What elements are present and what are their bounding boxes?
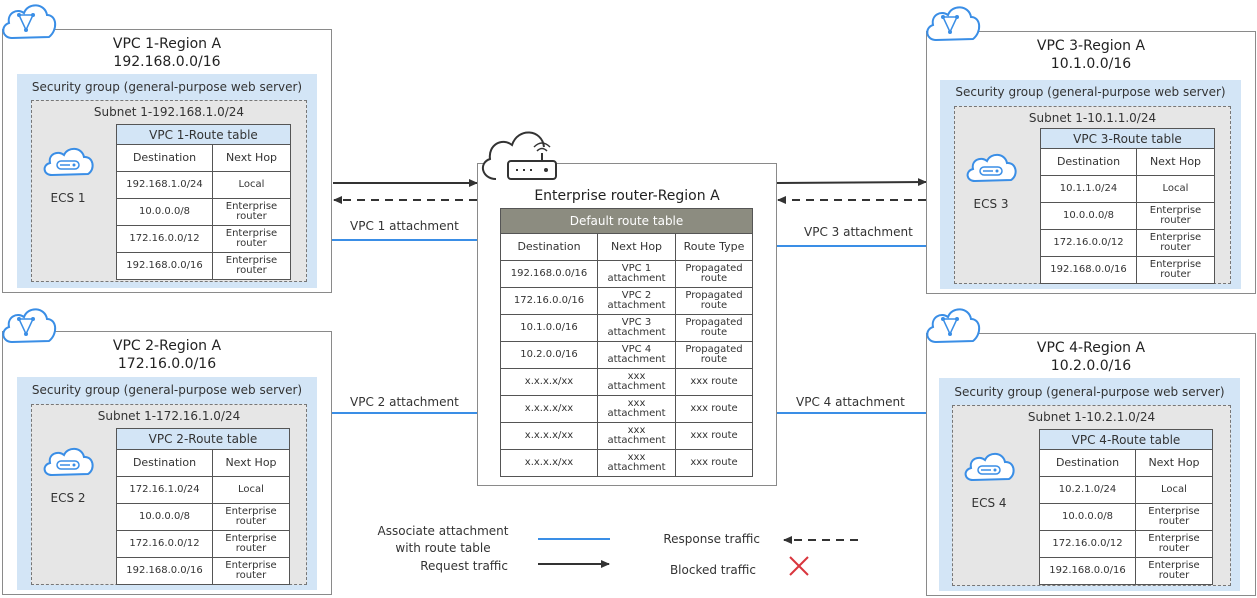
table-row [501,342,753,369]
er-default-route-table [500,208,753,477]
table-row [1041,203,1215,230]
legend-associate-text [370,523,516,557]
table-row [501,369,753,396]
vpc1-ecs-label: ECS 1 [50,191,86,205]
vpc4-route-table [1039,429,1213,585]
vpc4-col-destination: Destination [1040,450,1136,477]
er-col-route-type: Route Type [676,234,753,261]
legend-associate-line1: Associate attachment [377,524,509,538]
er-row5-dest: x.x.x.x/xx [501,369,598,396]
table-row [117,558,290,585]
table-row [1041,176,1215,203]
table-row [117,253,291,280]
table-row [117,199,291,226]
er-col-destination: Destination [501,234,598,261]
vpc4-rt-title: VPC 4-Route table [1040,430,1213,450]
vpc3-row1-hop: Local [1137,176,1215,203]
vpc4-row2-hop: Enterprise router [1136,504,1213,531]
er-row4-dest: 10.2.0.0/16 [501,342,598,369]
legend-blocked-icon [790,557,808,575]
legend-request-text: Request traffic [420,559,508,573]
vpc1-col-destination: Destination [117,145,213,172]
vpc1-row3-hop: Enterprise router [213,226,291,253]
vpc2-sg-label: Security group (general-purpose web server) [31,383,303,397]
vpc3-col-destination: Destination [1041,149,1137,176]
vpc4-row4-hop: Enterprise router [1136,558,1213,585]
table-row [1041,230,1215,257]
vpc1-sg-label: Security group (general-purpose web server) [31,80,303,94]
vpc2-row1-hop: Local [213,477,290,504]
vpc2-row4-hop: Enterprise router [213,558,290,585]
table-row [501,396,753,423]
er-row2-dest: 172.16.0.0/16 [501,288,598,315]
table-row [1040,504,1213,531]
vpc2-row2-dest: 10.0.0.0/8 [117,504,213,531]
vpc2-route-table [116,428,290,585]
vpc4-row3-hop: Enterprise router [1136,531,1213,558]
vpc3-row2-dest: 10.0.0.0/8 [1041,203,1137,230]
er-row6-hop: xxx attachment [598,396,676,423]
vpc1-subnet-label: Subnet 1-192.168.1.0/24 [93,105,245,119]
er-row8-hop: xxx attachment [598,450,676,477]
legend-response-text: Response traffic [663,532,760,546]
er-title: Enterprise router-Region A [534,188,720,204]
er-row4-type: Propagated route [676,342,753,369]
vpc2-row1-dest: 172.16.1.0/24 [117,477,213,504]
vpc2-row4-dest: 192.168.0.0/16 [117,558,213,585]
vpc2-title: VPC 2-Region A [112,338,222,354]
vpc4-sg-label: Security group (general-purpose web server) [954,385,1225,399]
table-row [117,477,290,504]
er-row7-type: xxx route [676,423,753,450]
vpc2-col-next-hop: Next Hop [213,450,290,477]
vpc3-cloud-icon [924,2,980,46]
vpc3-attachment-label: VPC 3 attachment [804,225,913,239]
vpc4-title: VPC 4-Region A [1036,340,1146,356]
er-row8-dest: x.x.x.x/xx [501,450,598,477]
vpc4-ecs-icon [961,448,1017,488]
vpc1-attachment-label: VPC 1 attachment [350,219,459,233]
vpc2-ecs-icon [40,443,96,483]
er-row6-type: xxx route [676,396,753,423]
vpc2-attachment-label: VPC 2 attachment [350,395,459,409]
legend-associate-line2: with route table [395,541,491,555]
er-row7-dest: x.x.x.x/xx [501,423,598,450]
er-row3-type: Propagated route [676,315,753,342]
er-row1-dest: 192.168.0.0/16 [501,261,598,288]
vpc3-subnet-label: Subnet 1-10.1.1.0/24 [1028,111,1157,125]
vpc1-row4-hop: Enterprise router [213,253,291,280]
vpc1-row1-hop: Local [213,172,291,199]
table-row [501,423,753,450]
vpc3-ecs-icon [963,149,1019,189]
er-row6-dest: x.x.x.x/xx [501,396,598,423]
vpc1-col-next-hop: Next Hop [213,145,291,172]
vpc2-row3-hop: Enterprise router [213,531,290,558]
vpc3-row3-dest: 172.16.0.0/12 [1041,230,1137,257]
vpc3-title: VPC 3-Region A [1036,38,1146,54]
vpc3-cidr: 10.1.0.0/16 [1050,56,1132,72]
vpc4-row1-hop: Local [1136,477,1213,504]
vpc1-row2-hop: Enterprise router [213,199,291,226]
vpc2-row2-hop: Enterprise router [213,504,290,531]
er-col-next-hop: Next Hop [598,234,676,261]
er-row8-type: xxx route [676,450,753,477]
vpc1-row1-dest: 192.168.1.0/24 [117,172,213,199]
vpc2-rt-title: VPC 2-Route table [117,429,290,450]
vpc4-attachment-label: VPC 4 attachment [796,395,905,409]
table-row [1041,257,1215,284]
vpc2-row3-dest: 172.16.0.0/12 [117,531,213,558]
vpc1-title: VPC 1-Region A [112,36,222,52]
vpc4-cidr: 10.2.0.0/16 [1050,358,1132,374]
er-row1-type: Propagated route [676,261,753,288]
er-rt-title: Default route table [501,209,753,234]
vpc2-cloud-icon [0,304,56,348]
vpc4-cloud-icon [924,304,980,348]
vpc3-ecs-label: ECS 3 [973,197,1009,211]
vpc4-subnet-label: Subnet 1-10.2.1.0/24 [1027,410,1156,424]
vpc3-col-next-hop: Next Hop [1137,149,1215,176]
vpc3-rt-title: VPC 3-Route table [1041,129,1215,149]
er-row1-hop: VPC 1 attachment [598,261,676,288]
vpc1-rt-title: VPC 1-Route table [117,125,291,145]
table-row [117,531,290,558]
er-row4-hop: VPC 4 attachment [598,342,676,369]
table-row [117,172,291,199]
table-row [1040,531,1213,558]
vpc4-row4-dest: 192.168.0.0/16 [1040,558,1136,585]
vpc3-sg-label: Security group (general-purpose web server) [955,85,1226,99]
vpc1-row3-dest: 172.16.0.0/12 [117,226,213,253]
vpc2-subnet-label: Subnet 1-172.16.1.0/24 [97,409,241,423]
er-row3-dest: 10.1.0.0/16 [501,315,598,342]
request-arrow-er-to-vpc3 [777,182,926,183]
vpc4-col-next-hop: Next Hop [1136,450,1213,477]
vpc4-ecs-label: ECS 4 [971,496,1007,510]
vpc1-ecs-icon [40,143,96,183]
vpc1-route-table [116,124,291,280]
vpc3-row1-dest: 10.1.1.0/24 [1041,176,1137,203]
vpc1-cidr: 192.168.0.0/16 [113,54,221,70]
table-row [501,315,753,342]
vpc3-row4-hop: Enterprise router [1137,257,1215,284]
legend-blocked-text: Blocked traffic [669,563,756,577]
vpc3-row3-hop: Enterprise router [1137,230,1215,257]
er-row2-hop: VPC 2 attachment [598,288,676,315]
table-row [501,450,753,477]
enterprise-router-cloud-icon [476,123,560,185]
er-row5-hop: xxx attachment [598,369,676,396]
vpc3-route-table [1040,128,1215,284]
vpc1-cloud-icon [0,0,56,44]
er-row7-hop: xxx attachment [598,423,676,450]
table-row [117,504,290,531]
vpc2-col-destination: Destination [117,450,213,477]
table-row [1040,477,1213,504]
vpc4-row3-dest: 172.16.0.0/12 [1040,531,1136,558]
table-row [501,261,753,288]
table-row [501,288,753,315]
er-row3-hop: VPC 3 attachment [598,315,676,342]
vpc2-cidr: 172.16.0.0/16 [117,356,217,372]
vpc1-row2-dest: 10.0.0.0/8 [117,199,213,226]
er-row5-type: xxx route [676,369,753,396]
table-row [1040,558,1213,585]
vpc3-row2-hop: Enterprise router [1137,203,1215,230]
vpc3-row4-dest: 192.168.0.0/16 [1041,257,1137,284]
er-row2-type: Propagated route [676,288,753,315]
vpc2-ecs-label: ECS 2 [50,491,86,505]
vpc4-row1-dest: 10.2.1.0/24 [1040,477,1136,504]
vpc4-row2-dest: 10.0.0.0/8 [1040,504,1136,531]
table-row [117,226,291,253]
vpc1-row4-dest: 192.168.0.0/16 [117,253,213,280]
